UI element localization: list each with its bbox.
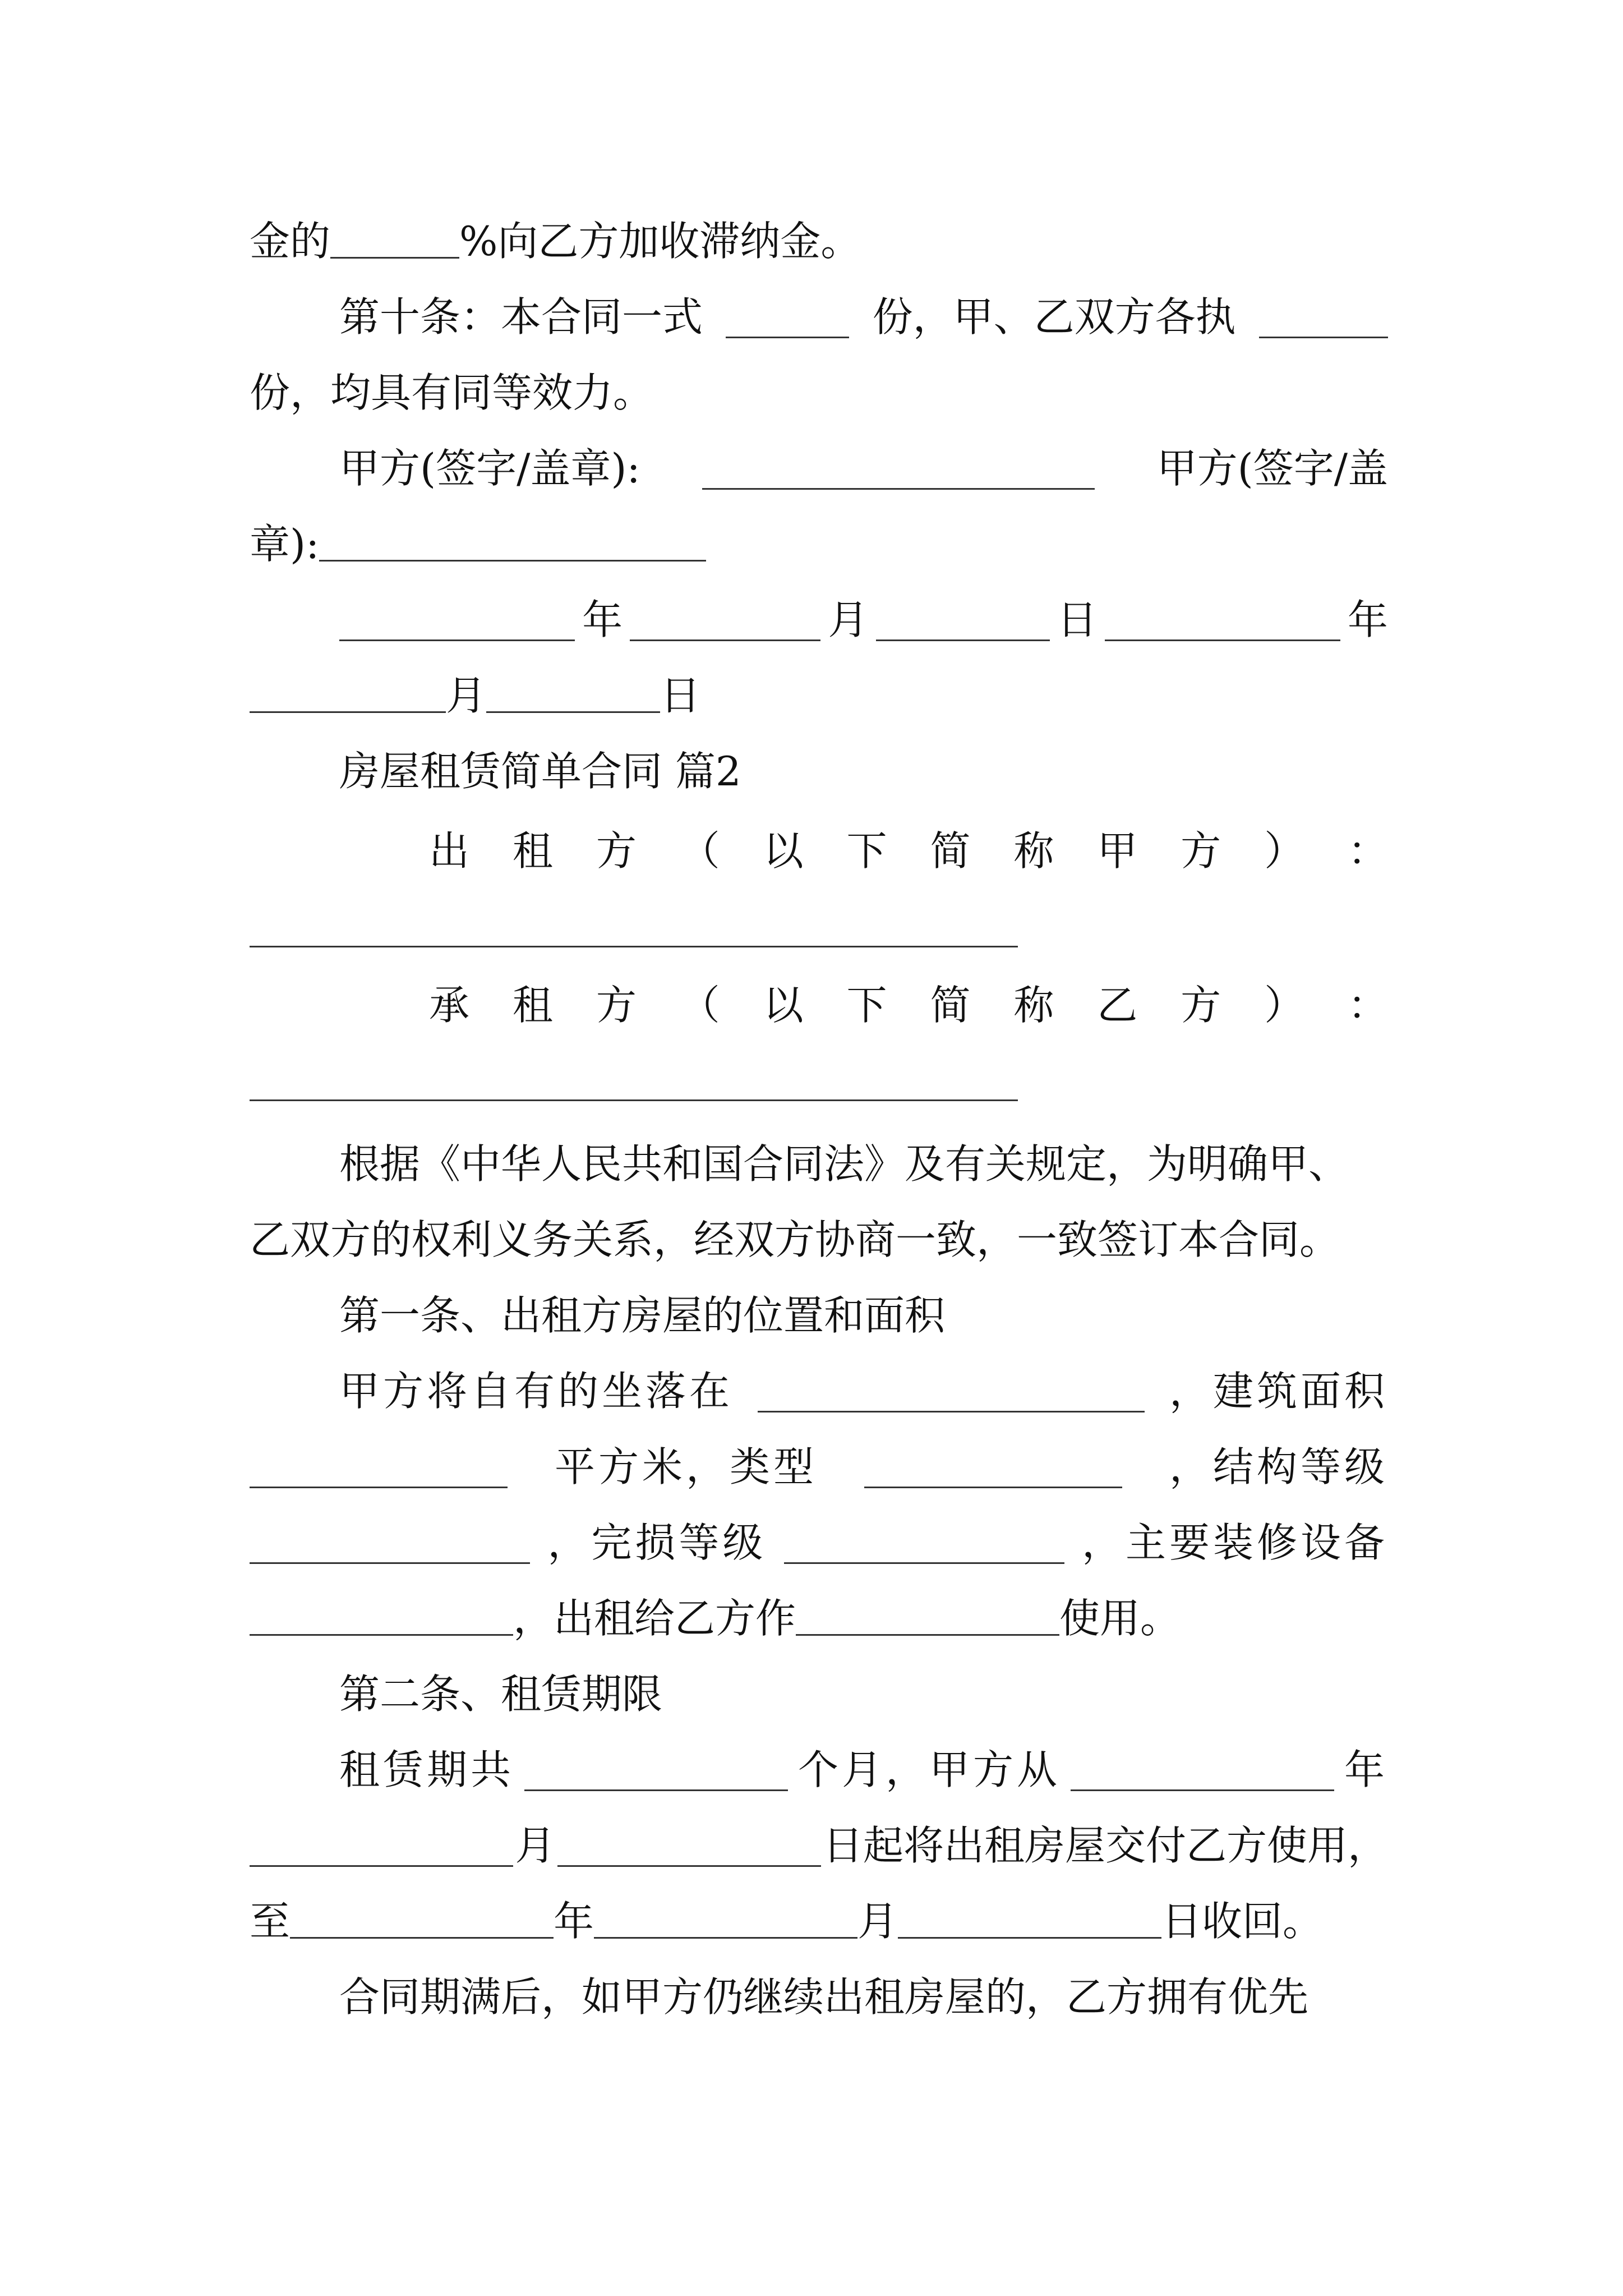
text-segment: 合同期满后，如甲方仍继续出租房屋的，乙方拥有优先 [339,1973,1309,2021]
text-segment: ，主要装修设备 [1081,1519,1388,1566]
day-label: 日 [660,672,701,719]
text-segment: 至 [250,1898,291,1945]
char: 简 [930,982,971,1029]
fill-blank [250,1594,513,1636]
section-title [250,740,1388,802]
month-label: 月 [446,672,487,719]
fill-blank [339,599,575,641]
year-label: 年 [554,1898,594,1945]
date-line [250,665,1388,726]
document-page [250,0,1388,2296]
char: 以 [763,982,804,1029]
text-line [250,1512,1388,1573]
text-segment: 租赁期共 [339,1746,515,1793]
char: 方 [596,982,637,1029]
fill-blank [250,671,446,713]
char: 租 [512,827,553,875]
fill-blank [250,1825,513,1867]
text-line [250,513,1388,575]
text-segment: 第十条：本合同一式 [339,293,703,341]
fill-blank [630,599,820,641]
char: ） [1264,827,1305,875]
text-segment: ，完损等级 [547,1519,767,1566]
fill-blank [319,519,706,562]
char: （ [679,982,720,1029]
month-label: 月 [515,1822,556,1869]
char: （ [679,827,720,875]
fill-blank [1259,296,1388,338]
text-segment: %向乙方加收滞纳金。 [459,218,861,265]
fill-blank [796,1594,1059,1636]
lessor-line [250,820,1388,882]
char: 出 [429,827,470,875]
text-line [250,1815,1388,1876]
char: 简 [930,827,971,875]
text-segment: 使用。 [1059,1595,1181,1642]
text-line [250,1436,1388,1498]
char: 称 [1013,827,1054,875]
fill-blank [524,1749,788,1791]
fill-blank [1071,1749,1334,1791]
text-line [250,1739,1388,1801]
text-segment: ，出租给乙方作 [513,1595,796,1642]
fill-blank [486,671,660,713]
text-segment: 个月，甲方从 [797,1746,1061,1793]
text-segment: 日起将出租房屋交付乙方使用， [822,1822,1388,1869]
fill-blank [898,1897,1161,1939]
char: ： [1347,827,1388,875]
text-segment: 金的 [250,218,331,265]
char: 方 [596,827,637,875]
fill-blank [1105,599,1340,641]
fill-blank [290,1897,554,1939]
text-segment: 章): [250,521,320,568]
month-label: 月 [828,596,869,643]
fill-blank [594,1897,857,1939]
fill-blank [726,296,849,338]
date-line [250,589,1388,651]
text-segment: 份，甲、乙双方各执 [872,293,1236,341]
fill-blank [250,1522,530,1564]
lessee-line [250,974,1388,1036]
char: 方 [1181,827,1221,875]
fill-blank [330,217,459,259]
text-line [250,286,1388,348]
text-line [250,1588,1388,1649]
text-segment: ，建筑面积 [1169,1368,1388,1415]
text-line [250,210,1388,272]
text-segment: 根据《中华人民共和国合同法》及有关规定，为明确甲、 [339,1140,1349,1188]
fill-blank [250,1099,1018,1101]
article-heading [250,1663,1388,1725]
section-title-text: 房屋租赁简单合同 篇2 [339,748,741,795]
text-segment: 甲方将自有的坐落在 [339,1368,734,1415]
char: 租 [512,982,553,1029]
char: 承 [429,982,470,1029]
fill-blank [758,1370,1145,1412]
char: 称 [1013,982,1054,1029]
text-line [250,1890,1388,1952]
fill-blank [784,1522,1064,1564]
year-label: 年 [1344,1746,1388,1793]
article-heading-text: 第二条、租赁期限 [339,1671,663,1718]
fill-blank [876,599,1050,641]
text-segment: 日收回。 [1161,1898,1324,1945]
char: 方 [1181,982,1221,1029]
text-line [250,1209,1388,1271]
fill-blank [864,1446,1122,1488]
fill-blank [250,946,1018,947]
text-segment: 份，均具有同等效力。 [250,369,654,416]
text-segment: ，结构等级 [1169,1443,1388,1490]
text-segment: 平方米，类型 [554,1443,817,1490]
text-line [250,438,1388,499]
char: ） [1264,982,1305,1029]
article-heading-text: 第一条、出租方房屋的位置和面积 [339,1292,946,1339]
month-label: 月 [857,1898,898,1945]
char: 甲 [1097,827,1138,875]
char: ： [1347,982,1388,1029]
year-label: 年 [582,596,623,643]
text-line [250,362,1388,424]
text-segment: 甲方(签字/盖章): [339,445,640,492]
char: 下 [846,982,887,1029]
fill-blank [557,1825,821,1867]
fill-blank [702,448,1095,490]
text-line [250,1966,1388,2028]
text-line [250,1133,1388,1195]
text-line [250,1360,1388,1422]
char: 乙 [1097,982,1138,1029]
article-heading [250,1285,1388,1346]
fill-blank [250,1446,508,1488]
text-segment: 乙双方的权利义务关系，经双方协商一致，一致签订本合同。 [250,1216,1340,1263]
year-label: 年 [1347,596,1388,643]
text-segment: 甲方(签字/盖 [1156,445,1388,492]
day-label: 日 [1057,596,1098,643]
char: 下 [846,827,887,875]
char: 以 [763,827,804,875]
